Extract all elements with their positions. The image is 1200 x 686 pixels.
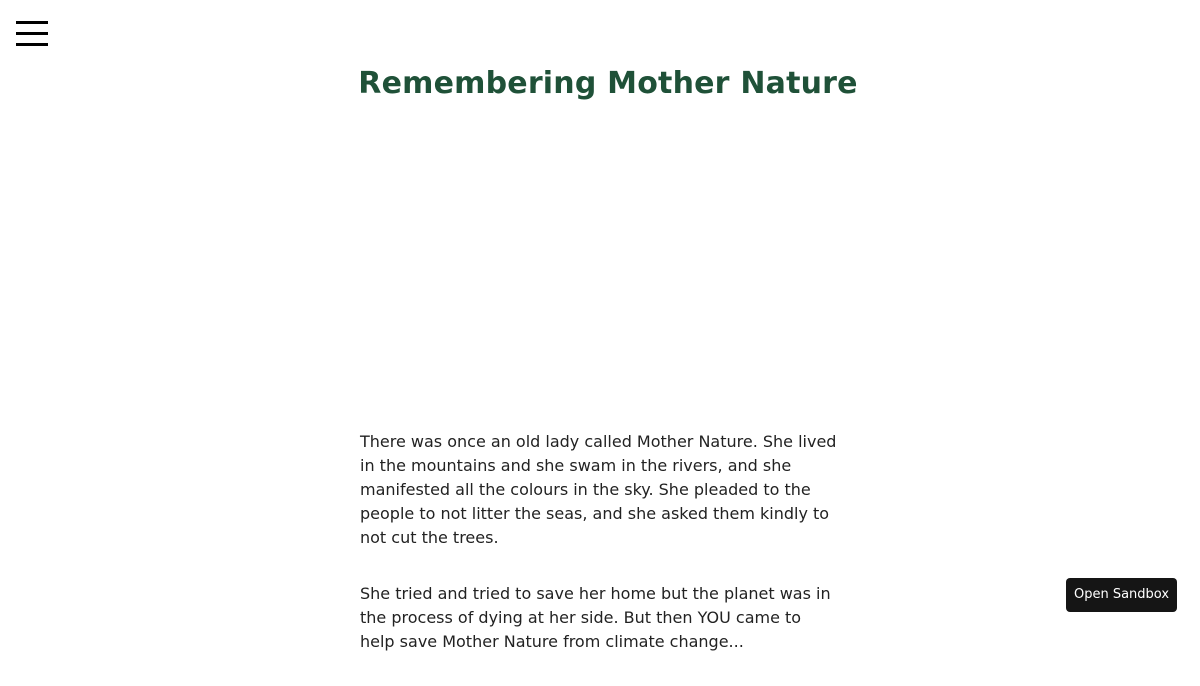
page-title: Remembering Mother Nature xyxy=(358,66,858,101)
story-text xyxy=(360,430,840,686)
story-paragraph-1: There was once an old lady called Mother Nature. She lived in the mountains and she swam in the rivers, and she manifested all the colours in the sky. She pleaded to the people to not litter the seas, and she asked them kindly to not cut the trees. xyxy=(360,432,837,547)
open-sandbox-button[interactable]: Open Sandbox xyxy=(1066,578,1177,612)
story-paragraph-2: She tried and tried to save her home but the planet was in the process of dying at her side. But then YOU came to help save Mother Nature from climate change... xyxy=(360,584,831,651)
menu-bar-bottom xyxy=(16,43,48,46)
menu-bar-middle xyxy=(16,32,48,35)
menu-bar-top xyxy=(16,21,48,24)
hamburger-menu-icon[interactable] xyxy=(16,21,48,47)
